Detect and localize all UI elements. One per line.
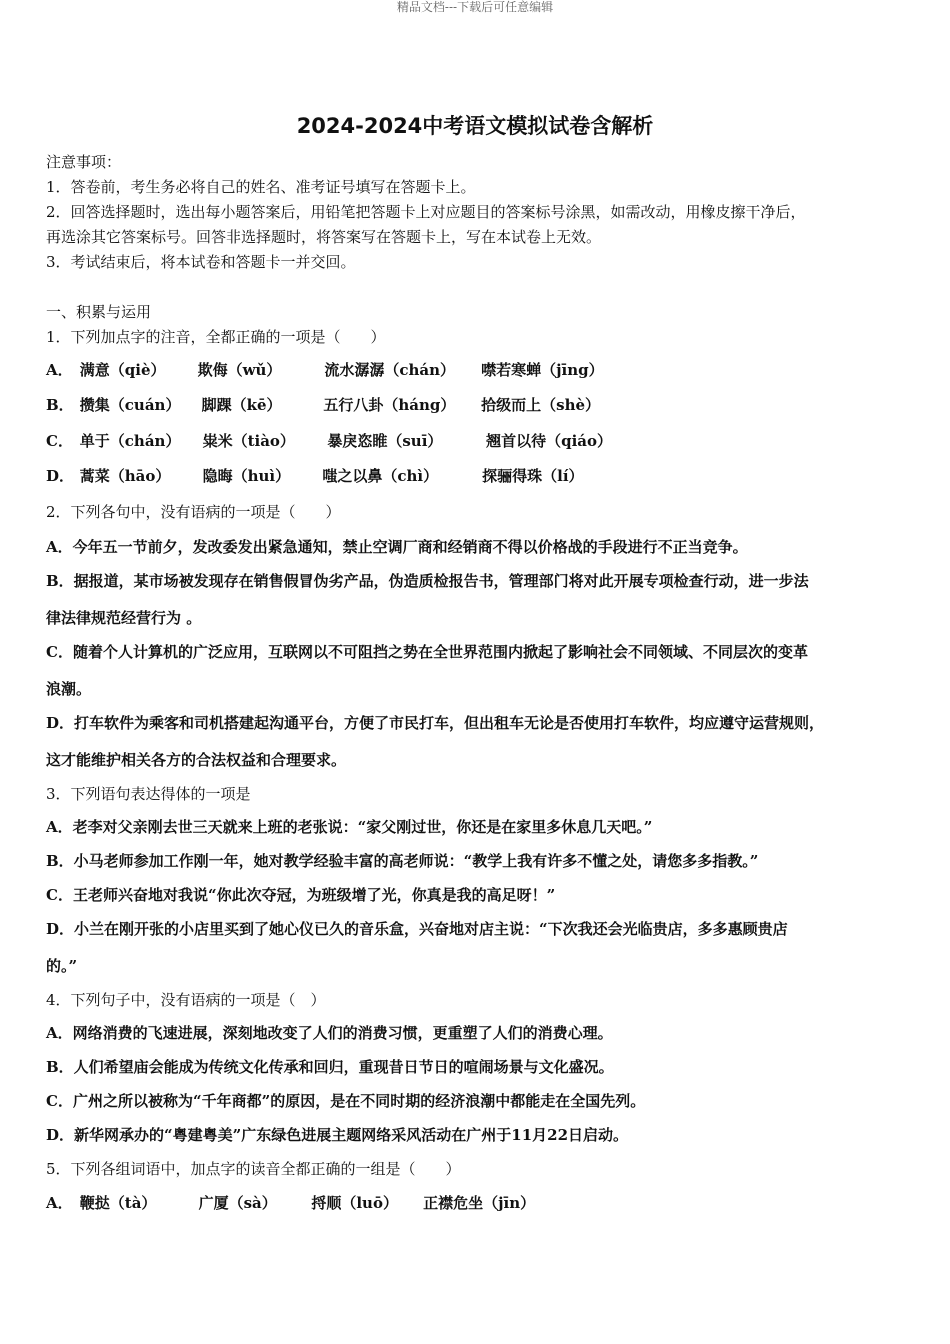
- option-line: D．打车软件为乘客和司机搭建起沟通平台，方便了市民打车，但出租车无论是否使用打车软件，均应遵守运营规则，: [46, 714, 825, 732]
- option-item: 捋顺（luō）: [311, 1194, 398, 1212]
- option-item: 广厦（sà）: [198, 1194, 277, 1212]
- option-label: B．: [46, 396, 74, 414]
- option-item: 暴戾恣睢（suī）: [327, 432, 443, 450]
- question-stem: 1．下列加点字的注音，全都正确的一项是（ ）: [46, 328, 386, 346]
- option-item: 正襟危坐（jīn）: [423, 1194, 536, 1212]
- option-row: [46, 466, 584, 486]
- option-line: C．广州之所以被称为“千年商都”的原因，是在不同时期的经济浪潮中都能走在全国先列。: [46, 1092, 646, 1110]
- option-line: A．老李对父亲刚去世三天就来上班的老张说：“家父刚过世，你还是在家里多休息几天吧。”: [46, 818, 653, 836]
- option-item: 流水潺潺（chán）: [324, 361, 456, 379]
- notice-item: 3．考试结束后，将本试卷和答题卡一并交回。: [46, 253, 356, 271]
- option-item: 五行八卦（háng）: [323, 396, 456, 414]
- option-line: D．新华网承办的“粤建粤美”广东绿色进展主题网络采风活动在广州于11月22日启动。: [46, 1126, 629, 1144]
- option-row: [46, 395, 600, 415]
- option-line: 律法律规范经营行为 。: [46, 609, 202, 627]
- option-line: C．随着个人计算机的广泛应用，互联网以不可阻挡之势在全世界范围内掀起了影响社会不同领域、不同层次的变革: [46, 643, 808, 661]
- option-label: A．: [46, 361, 73, 379]
- option-label: A．: [46, 1194, 73, 1212]
- option-row: [46, 1193, 535, 1213]
- question-stem: 2．下列各句中，没有语病的一项是（ ）: [46, 503, 341, 521]
- option-item: 蒿菜（hāo）: [79, 467, 171, 485]
- option-line: A．网络消费的飞速进展，深刻地改变了人们的消费习惯，更重塑了人们的消费心理。: [46, 1024, 613, 1042]
- option-line: D．小兰在刚开张的小店里买到了她心仪已久的音乐盒，兴奋地对店主说：“下次我还会光临贵店，多多惠顾贵店: [46, 920, 788, 938]
- header-note: 精品文档---下载后可任意编辑: [396, 0, 554, 14]
- option-item: 噤若寒蝉（jīng）: [481, 361, 604, 379]
- option-line: B．人们希望庙会能成为传统文化传承和回归，重现昔日节日的喧闹场景与文化盛况。: [46, 1058, 614, 1076]
- option-label: D．: [46, 467, 75, 485]
- option-item: 翘首以待（qiáo）: [486, 432, 613, 450]
- option-row: [46, 431, 612, 451]
- option-line: B．小马老师参加工作刚一年，她对教学经验丰富的高老师说：“教学上我有许多不懂之处，请您多多指教。”: [46, 852, 759, 870]
- notice-item: 再选涂其它答案标号。回答非选择题时，将答案写在答题卡上，写在本试卷上无效。: [46, 228, 602, 246]
- option-item: 满意（qiè）: [79, 361, 166, 379]
- question-stem: 4．下列句子中，没有语病的一项是（ ）: [46, 991, 326, 1009]
- option-line: A．今年五一节前夕，发改委发出紧急通知，禁止空调厂商和经销商不得以价格战的手段进行不正当竞争。: [46, 538, 748, 556]
- option-item: 脚踝（kē）: [201, 396, 282, 414]
- option-label: C．: [46, 432, 73, 450]
- option-line: 的。”: [46, 957, 78, 975]
- notice-heading: 注意事项：: [46, 153, 122, 171]
- option-item: 欺侮（wǔ）: [197, 361, 282, 379]
- option-line: 这才能维护相关各方的合法权益和合理要求。: [46, 751, 347, 769]
- option-item: 隐晦（huì）: [202, 467, 291, 485]
- option-item: 攒集（cuán）: [79, 396, 181, 414]
- option-item: 单于（chán）: [79, 432, 181, 450]
- notice-item: 2．回答选择题时，选出每小题答案后，用铅笔把答题卡上对应题目的答案标号涂黑，如需改动，用橡皮擦干净后，: [46, 203, 806, 221]
- option-item: 拾级而上（shè）: [481, 396, 601, 414]
- question-stem: 5．下列各组词语中，加点字的读音全都正确的一组是（ ）: [46, 1160, 461, 1178]
- option-line: B．据报道，某市场被发现存在销售假冒伪劣产品，伪造质检报告书，管理部门将对此开展专项检查行动，进一步法: [46, 572, 809, 590]
- notice-item: 1．答卷前，考生务必将自己的姓名、准考证号填写在答题卡上。: [46, 178, 476, 196]
- option-item: 鞭挞（tà）: [79, 1194, 157, 1212]
- option-item: 探骊得珠（lí）: [482, 467, 584, 485]
- option-line: C．王老师兴奋地对我说“你此次夺冠，为班级增了光，你真是我的高足呀！”: [46, 886, 556, 904]
- option-item: 嗤之以鼻（chì）: [322, 467, 439, 485]
- section-heading: 一、积累与运用: [46, 303, 152, 321]
- option-line: 浪潮。: [46, 680, 92, 698]
- option-item: 粜米（tiào）: [202, 432, 295, 450]
- question-stem: 3．下列语句表达得体的一项是: [46, 785, 251, 803]
- page-title: 2024-2024中考语文模拟试卷含解析: [296, 114, 654, 138]
- option-row: [46, 360, 604, 380]
